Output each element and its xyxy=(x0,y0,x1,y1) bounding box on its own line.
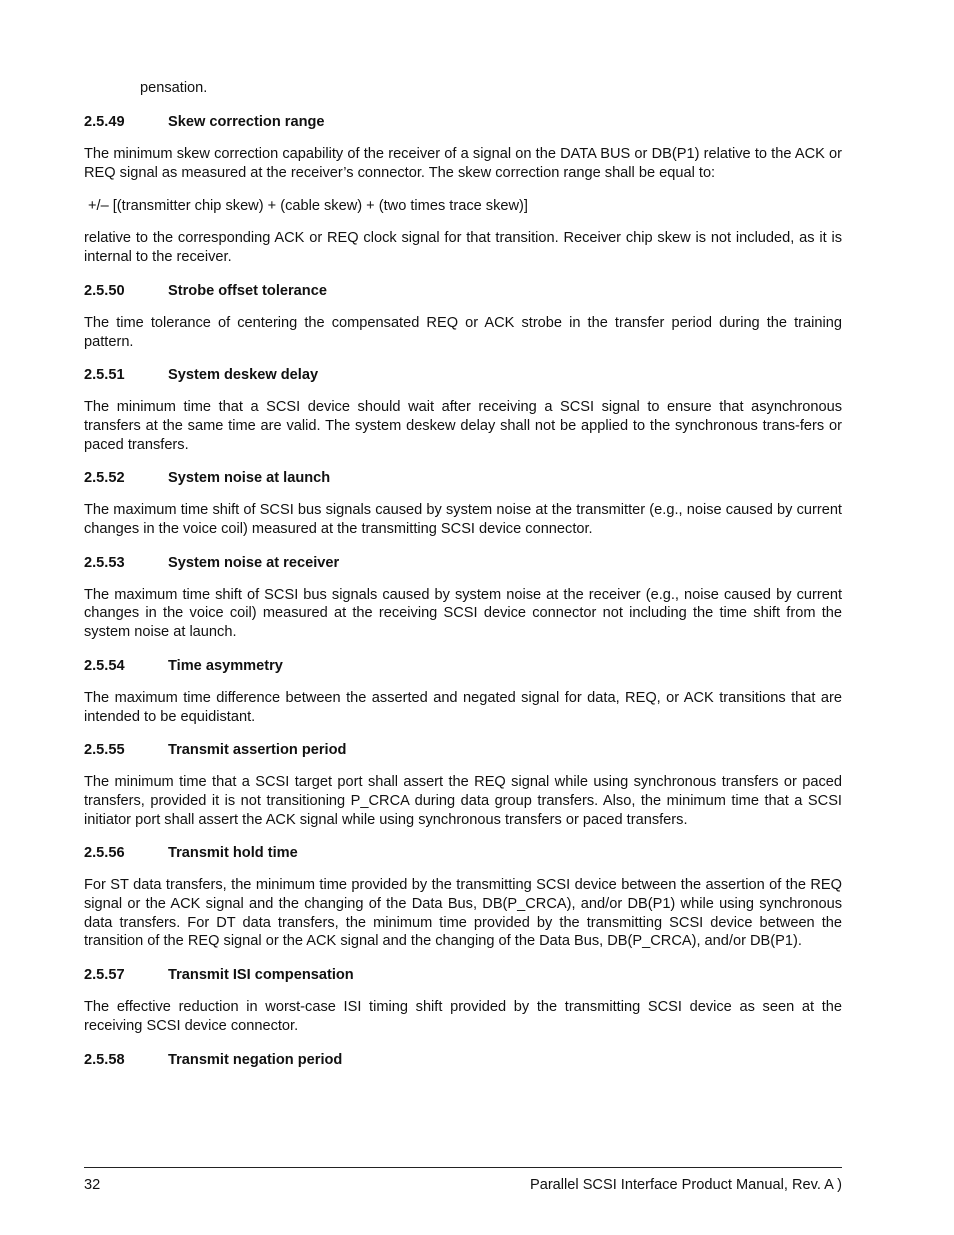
section-title: Skew correction range xyxy=(168,114,325,130)
section xyxy=(84,741,842,829)
section-heading xyxy=(84,741,842,760)
section-title: System noise at receiver xyxy=(168,554,340,571)
continuation-text: pensation. xyxy=(140,80,208,96)
section-title: System deskew delay xyxy=(168,367,319,384)
body-paragraph: The time tolerance of centering the compensated REQ or ACK strobe in the transfer period during the training pattern. xyxy=(84,314,842,350)
section-heading xyxy=(84,469,842,488)
body-paragraph: The minimum time that a SCSI device should wait after receiving a SCSI signal to ensure that asynchronous transfers at the same time are valid. The system deskew delay shall not be applied to the synchronous trans-fers or paced transfers. xyxy=(84,399,842,453)
section-heading xyxy=(84,113,842,132)
formula-line: +/– [(transmitter chip skew) + (cable skew) + (two times trace skew)] xyxy=(88,198,528,215)
section xyxy=(84,366,842,454)
footer-rule xyxy=(84,1167,842,1168)
body-paragraph: The maximum time shift of SCSI bus signals caused by system noise at the receiver (e.g., noise caused by current changes in the voice coil) measured at the receiving SCSI device connector not including the time shift from the system noise at launch. xyxy=(84,586,842,641)
section-title: Time asymmetry xyxy=(168,657,283,674)
section-number: 2.5.51 xyxy=(84,367,125,384)
body-paragraph: For ST data transfers, the minimum time provided by the transmitting SCSI device between the assertion of the REQ signal or the ACK signal and the changing of the Data Bus, DB(P_CRCA), and/or DB(P1) while using synchronous data transfers. For DT data transfers, the minimum time provided by the transmitting SCSI device between the transition of the REQ signal or the ACK signal and the changing of the Data Bus, DB(P_CRCA), and/or DB(P1). xyxy=(84,877,842,950)
section-heading xyxy=(84,657,842,676)
section xyxy=(84,282,842,351)
body-paragraph: The minimum time that a SCSI target port shall assert the REQ signal while using synchronous transfers or paced transfers, provided it is not transitioning P_CRCA during data group transfers. Also, the minimum time that a SCSI initiator port shall assert the ACK signal while using synchronous transfers or paced transfers. xyxy=(84,774,842,828)
section-number: 2.5.53 xyxy=(84,554,125,571)
document-title: Parallel SCSI Interface Product Manual, Rev. A ) xyxy=(529,1177,842,1193)
section-heading xyxy=(84,282,842,301)
body-paragraph: relative to the corresponding ACK or REQ clock signal for that transition. Receiver chip skew is not included, as it is internal to the receiver. xyxy=(84,230,842,266)
section-title: Transmit hold time xyxy=(168,845,298,862)
section-number: 2.5.56 xyxy=(84,845,125,862)
section-heading xyxy=(84,844,842,863)
section xyxy=(84,554,842,642)
body-paragraph: The effective reduction in worst-case ISI timing shift provided by the transmitting SCSI device as seen at the receiving SCSI device connector. xyxy=(84,999,842,1034)
section-title: Strobe offset tolerance xyxy=(168,282,327,299)
section-title: Transmit assertion period xyxy=(168,742,347,759)
page-footer xyxy=(84,1176,842,1195)
section-title: Transmit ISI compensation xyxy=(168,967,354,984)
body-paragraph: The minimum skew correction capability of the receiver of a signal on the DATA BUS or DB(P1) relative to the ACK or REQ signal as measured at the receiver’s connector. The skew correction range shall be equal to: xyxy=(84,146,842,181)
section-heading xyxy=(84,1051,842,1070)
body-paragraph: The maximum time shift of SCSI bus signals caused by system noise at the transmitter (e.g., noise caused by current changes in the voice coil) measured at the transmitting SCSI device connector. xyxy=(84,502,842,538)
body-paragraph: The maximum time difference between the asserted and negated signal for data, REQ, or ACK transitions that are intended to be equidistant. xyxy=(84,689,842,725)
section-heading xyxy=(84,554,842,573)
section xyxy=(84,966,842,1035)
section xyxy=(84,1051,842,1070)
section-title: Transmit negation period xyxy=(168,1051,343,1068)
section-title: System noise at launch xyxy=(168,470,331,487)
section-heading xyxy=(84,366,842,385)
sections-container xyxy=(84,113,842,1083)
section xyxy=(84,844,842,951)
section-number: 2.5.55 xyxy=(84,742,125,759)
section-heading xyxy=(84,966,842,985)
section-number: 2.5.50 xyxy=(84,282,125,299)
section-number: 2.5.54 xyxy=(84,657,125,674)
section-number: 2.5.57 xyxy=(84,967,125,984)
document-page xyxy=(84,0,842,1235)
section-number: 2.5.58 xyxy=(84,1051,125,1068)
page-number: 32 xyxy=(84,1177,101,1193)
section xyxy=(84,657,842,726)
section xyxy=(84,113,842,267)
section-number: 2.5.52 xyxy=(84,470,125,487)
section-number: 2.5.49 xyxy=(84,114,125,130)
section xyxy=(84,469,842,538)
